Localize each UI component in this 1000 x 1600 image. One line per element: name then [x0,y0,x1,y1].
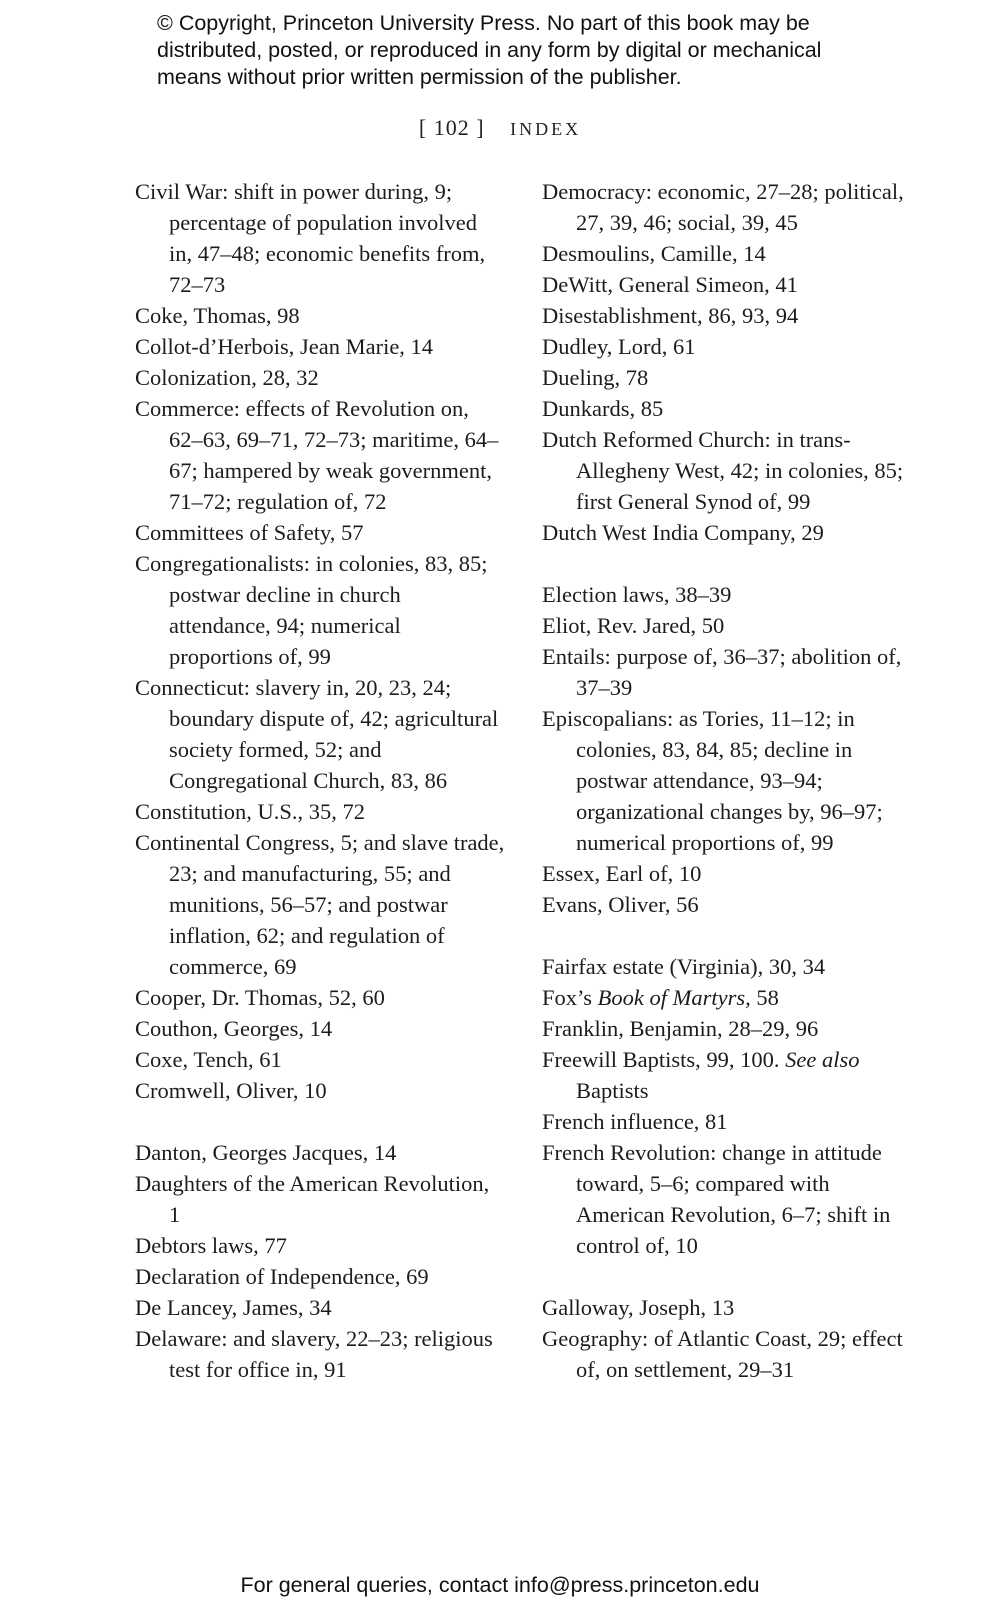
index-entry: Episcopalians: as Tories, 11–12; in colonies, 83, 84, 85; decline in postwar attendance, 93–94; organizational changes by, 96–97; numerical proportions of, 99 [542,706,883,855]
index-entry: Dutch Reformed Church: in trans-Allegheny West, 42; in colonies, 85; first General Synod of, 99 [542,427,904,514]
index-entry: Coxe, Tench, 61 [135,1047,282,1072]
index-entry: Galloway, Joseph, 13 [542,1295,735,1320]
index-entry: Entails: purpose of, 36–37; abolition of, 37–39 [542,644,902,700]
index-entry: Congregationalists: in colonies, 83, 85; postwar decline in church attendance, 94; numerical proportions of, 99 [135,551,488,669]
index-entry: French Revolution: change in attitude toward, 5–6; compared with American Revolution, 6–7; shift in control of, 10 [542,1140,891,1258]
index-entry: Essex, Earl of, 10 [542,861,702,886]
index-entry: Dutch West India Company, 29 [542,520,824,545]
entry-text: Freewill Baptists, 99, 100. [542,1047,786,1072]
entry-text: Baptists [576,1078,649,1103]
page-number: [ 102 ] [418,115,485,140]
index-entry [542,1044,912,1106]
index-entry: French influence, 81 [542,1109,728,1134]
copyright-notice: © Copyright, Princeton University Press. No part of this book may be distributed, posted, or reproduced in any form by digital or mechanical means without prior written permission of the publisher. [157,11,822,89]
index-entry: Evans, Oliver, 56 [542,892,699,917]
index-column-right [542,176,912,1385]
cross-reference: See also [785,1047,860,1072]
index-entry: Cromwell, Oliver, 10 [135,1078,327,1103]
index-entry: Dueling, 78 [542,365,649,390]
entry-pages: 58 [750,985,779,1010]
index-entry: Constitution, U.S., 35, 72 [135,799,366,824]
index-entry: Civil War: shift in power during, 9; percentage of population involved in, 47–48; economic benefits from, 72–73 [135,179,486,297]
index-entry: Coke, Thomas, 98 [135,303,300,328]
section-title: INDEX [510,119,582,139]
index-entry: Eliot, Rev. Jared, 50 [542,613,725,638]
index-entry: Election laws, 38–39 [542,582,732,607]
index-entry: Cooper, Dr. Thomas, 52, 60 [135,985,385,1010]
index-entry: Desmoulins, Camille, 14 [542,241,766,266]
entry-text: Fox’s [542,985,598,1010]
index-entry: Danton, Georges Jacques, 14 [135,1140,397,1165]
index-entry: Daughters of the American Revolution, 1 [135,1171,490,1227]
index-entry: Fairfax estate (Virginia), 30, 34 [542,954,826,979]
index-entry: Collot-d’Herbois, Jean Marie, 14 [135,334,434,359]
index-entry: Connecticut: slavery in, 20, 23, 24; boundary dispute of, 42; agricultural society formed, 52; and Congregational Church, 83, 86 [135,675,499,793]
index-entry: Franklin, Benjamin, 28–29, 96 [542,1016,819,1041]
index-entry: Debtors laws, 77 [135,1233,287,1258]
index-entry [542,982,912,1013]
index-entry: Couthon, Georges, 14 [135,1016,333,1041]
index-entry: DeWitt, General Simeon, 41 [542,272,798,297]
index-entry: Dunkards, 85 [542,396,664,421]
index-entry: Democracy: economic, 27–28; political, 27, 39, 46; social, 39, 45 [542,179,904,235]
index-entry: Delaware: and slavery, 22–23; religious test for office in, 91 [135,1326,493,1382]
footer-contact: For general queries, contact info@press.princeton.edu [240,1573,760,1597]
index-entry: Committees of Safety, 57 [135,520,364,545]
index-entry: Disestablishment, 86, 93, 94 [542,303,799,328]
book-title: Book of Martyrs, [597,985,751,1010]
index-entry: Colonization, 28, 32 [135,365,319,390]
index-entry: Continental Congress, 5; and slave trade, 23; and manufacturing, 55; and munitions, 56–57; and postwar inflation, 62; and regulation of commerce, 69 [135,830,505,979]
index-column-left [135,176,505,1385]
index-entry: De Lancey, James, 34 [135,1295,332,1320]
index-entry: Geography: of Atlantic Coast, 29; effect of, on settlement, 29–31 [542,1326,903,1382]
running-head [0,115,1000,141]
index-entry: Dudley, Lord, 61 [542,334,696,359]
index-entry: Commerce: effects of Revolution on, 62–63, 69–71, 72–73; maritime, 64–67; hampered by weak government, 71–72; regulation of, 72 [135,396,499,514]
index-entry: Declaration of Independence, 69 [135,1264,429,1289]
